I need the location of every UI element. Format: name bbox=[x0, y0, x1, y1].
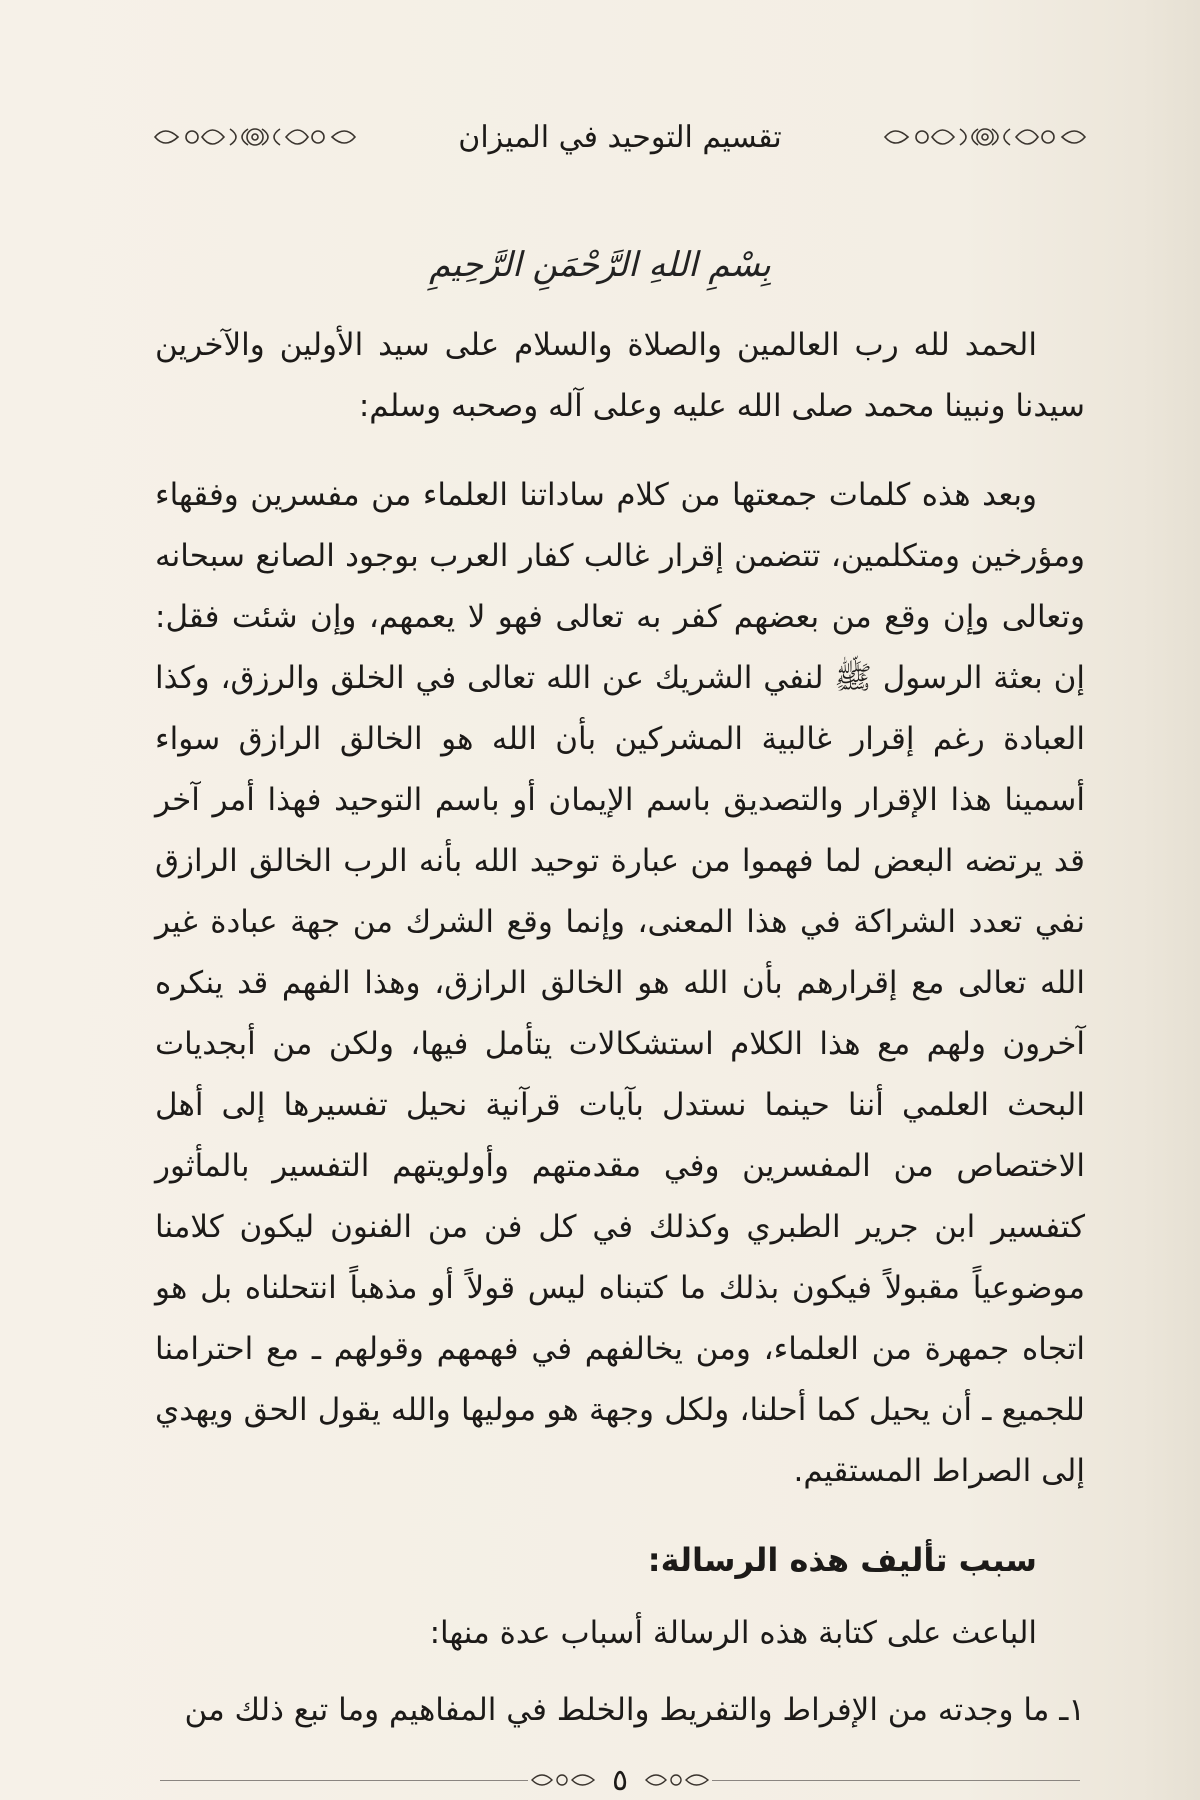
footer-rule-left bbox=[160, 1780, 528, 1781]
footer-left-ornament-icon bbox=[528, 1768, 598, 1792]
main-paragraph: وبعد هذه كلمات جمعتها من كلام ساداتنا العلماء من مفسرين وفقهاء ومؤرخين ومتكلمين، تتضمن إقرار غالب كفار العرب بوجود الصانع سبحانه وتعالى وإن وقع من بعضهم كفر به تعالى فهو لا يعمهم، وإن شئت فقل: إن بعثة الرسول ﷺ لنفي الشريك عن الله تعالى في الخلق والرزق، وكذا العبادة رغم إقرار غالبية المشركين بأن الله هو الخالق الرازق سواء أسمينا هذا الإقرار والتصديق باسم الإيمان أو باسم التوحيد فهذا أمر آخر قد يرتضه البعض لما فهموا من عبارة توحيد الله بأنه الرب الخالق الرازق نفي تعدد الشراكة في هذا المعنى، وإنما وقع الشرك من جهة عبادة غير الله تعالى مع إقرارهم بأن الله هو الخالق الرازق، وهذا الفهم قد ينكره آخرون ولهم مع هذا الكلام استشكالات يتأمل فيها، ولكن من أبجديات البحث العلمي أننا حينما نستدل بآيات قرآنية نحيل تفسيرها إلى أهل الاختصاص من المفسرين وفي مقدمتهم وأولويتهم التفسير بالمأثور كتفسير ابن جرير الطبري وكذلك في كل فن من الفنون ليكون كلامنا موضوعياً مقبولاً فيكون بذلك ما كتبناه ليس قولاً أو مذهباً انتحلناه بل هو اتجاه جمهرة من العلماء، ومن يخالفهم في فهمهم وقولهم ـ مع احترامنا للجميع ـ أن يحيل كما أحلنا، ولكل وجهة هو موليها والله يقول الحق ويهدي إلى الصراط المستقيم. bbox=[155, 477, 1085, 1489]
page-footer bbox=[160, 1760, 1080, 1800]
running-header bbox=[150, 112, 1090, 162]
opening-paragraph: الحمد لله رب العالمين والصلاة والسلام على سيد الأولين والآخرين سيدنا ونبينا محمد صلى الله عليه وعلى آله وصحبه وسلم: bbox=[155, 327, 1085, 424]
right-ornament-icon bbox=[880, 117, 1090, 157]
left-ornament-icon bbox=[150, 117, 360, 157]
footer-rule-right bbox=[712, 1780, 1080, 1781]
header-title: تقسيم التوحيد في الميزان bbox=[458, 119, 782, 155]
body-text bbox=[155, 315, 1085, 1741]
basmala: بِسْمِ اللهِ الرَّحْمَنِ الرَّحِيمِ bbox=[429, 245, 771, 285]
page-number: ٥ bbox=[611, 1762, 629, 1798]
reason-item-1: ١ـ ما وجدته من الإفراط والتفريط والخلط في المفاهيم وما تبع ذلك من bbox=[184, 1692, 1085, 1728]
footer-right-ornament-icon bbox=[642, 1768, 712, 1792]
section-heading: سبب تأليف هذه الرسالة: bbox=[647, 1541, 1037, 1579]
reasons-intro: الباعث على كتابة هذه الرسالة أسباب عدة منها: bbox=[429, 1615, 1037, 1651]
